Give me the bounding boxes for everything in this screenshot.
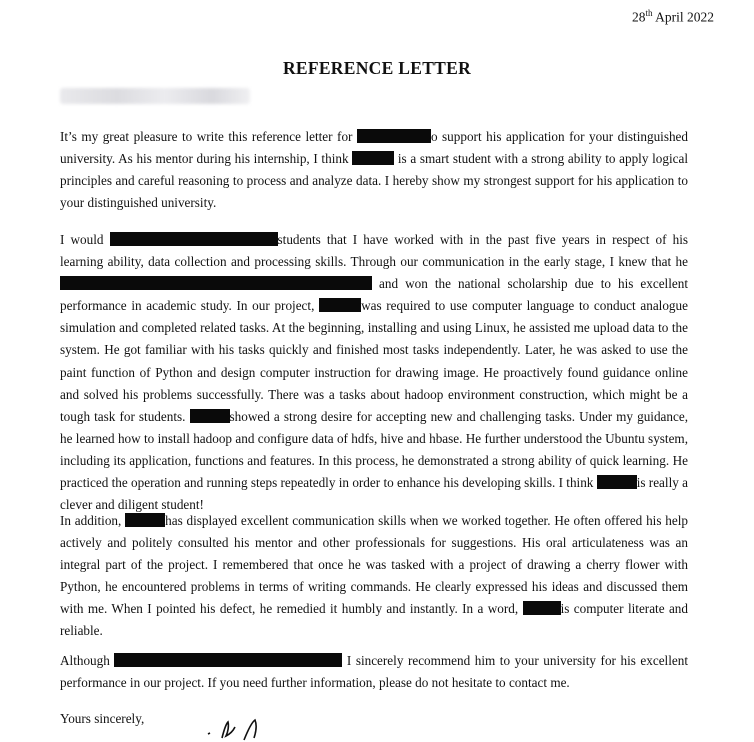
- paragraph-3: In addition, has displayed excellent communication skills when we worked together. He often offered his help actively and politely consulted his mentor and other professionals for suggestions. His oral articulateness was an integral part of the project. I remembered that once he was tasked with a project of drawing a cherry flower with Python, he encountered problems in terms of writing commands. He clearly expressed his ideas and discussed them with me. When I pointed his defect, he remedied it humbly and instantly. In a word, is computer literate and reliable.: [60, 513, 688, 639]
- redaction-block: [190, 409, 230, 423]
- redaction-block: [110, 232, 278, 246]
- redaction-block: [319, 298, 361, 312]
- redaction-block: [597, 475, 637, 489]
- blurred-recipient-line: [60, 88, 250, 104]
- redaction-block: [352, 151, 394, 165]
- redaction-block: [114, 653, 342, 667]
- paragraph-2: I would students that I have worked with in the past five years in respect of his learning ability, data collection and processing skills. Through our communication in the early stage, I knew that he and won the national scholarship due to his excellent performance in academic study. In our project, was required to use computer language to conduct analogue simulation and completed related tasks. At the beginning, installing and using Linux, he assisted me upload data to the system. He got familiar with his tasks quickly and finished most tasks independently. Later, he was asked to use the paint function of Python and design computer instruction for drawing image. He proactively found guidance online and solved his problems successfully. There was a tasks about hadoop environment construction, which might be a tough task for students. showed a strong desire for accepting new and challenging tasks. Under my guidance, he learned how to install hadoop and configure data of hdfs, hive and hbase. He further understood the Ubuntu system, including its application, functions and features. In this process, he demonstrated a strong ability of quick learning. He practiced the operation and running steps repeatedly in order to enhance his developing skills. I think is really a clever and diligent student!: [60, 232, 689, 513]
- closing-salutation: Yours sincerely,: [60, 711, 145, 726]
- redaction-block: [523, 601, 561, 615]
- redaction-block: [357, 129, 431, 143]
- redaction-block: [60, 276, 372, 290]
- paragraph-1: It’s my great pleasure to write this reference letter for o support his application for your distinguished university. As his mentor during his internship, I think is a smart student with a strong ability to apply logical principles and careful reasoning to process and analyze data. I hereby show my strongest support for his application to your distinguished university.: [60, 129, 688, 211]
- signature: [200, 712, 300, 742]
- redaction-block: [125, 513, 165, 527]
- letter-title: REFERENCE LETTER: [282, 58, 472, 78]
- paragraph-4: Although I sincerely recommend him to your university for his excellent performance in our project. If you need further information, please do not hesitate to contact me.: [60, 653, 688, 691]
- letter-date: 28th April 2022: [631, 8, 714, 25]
